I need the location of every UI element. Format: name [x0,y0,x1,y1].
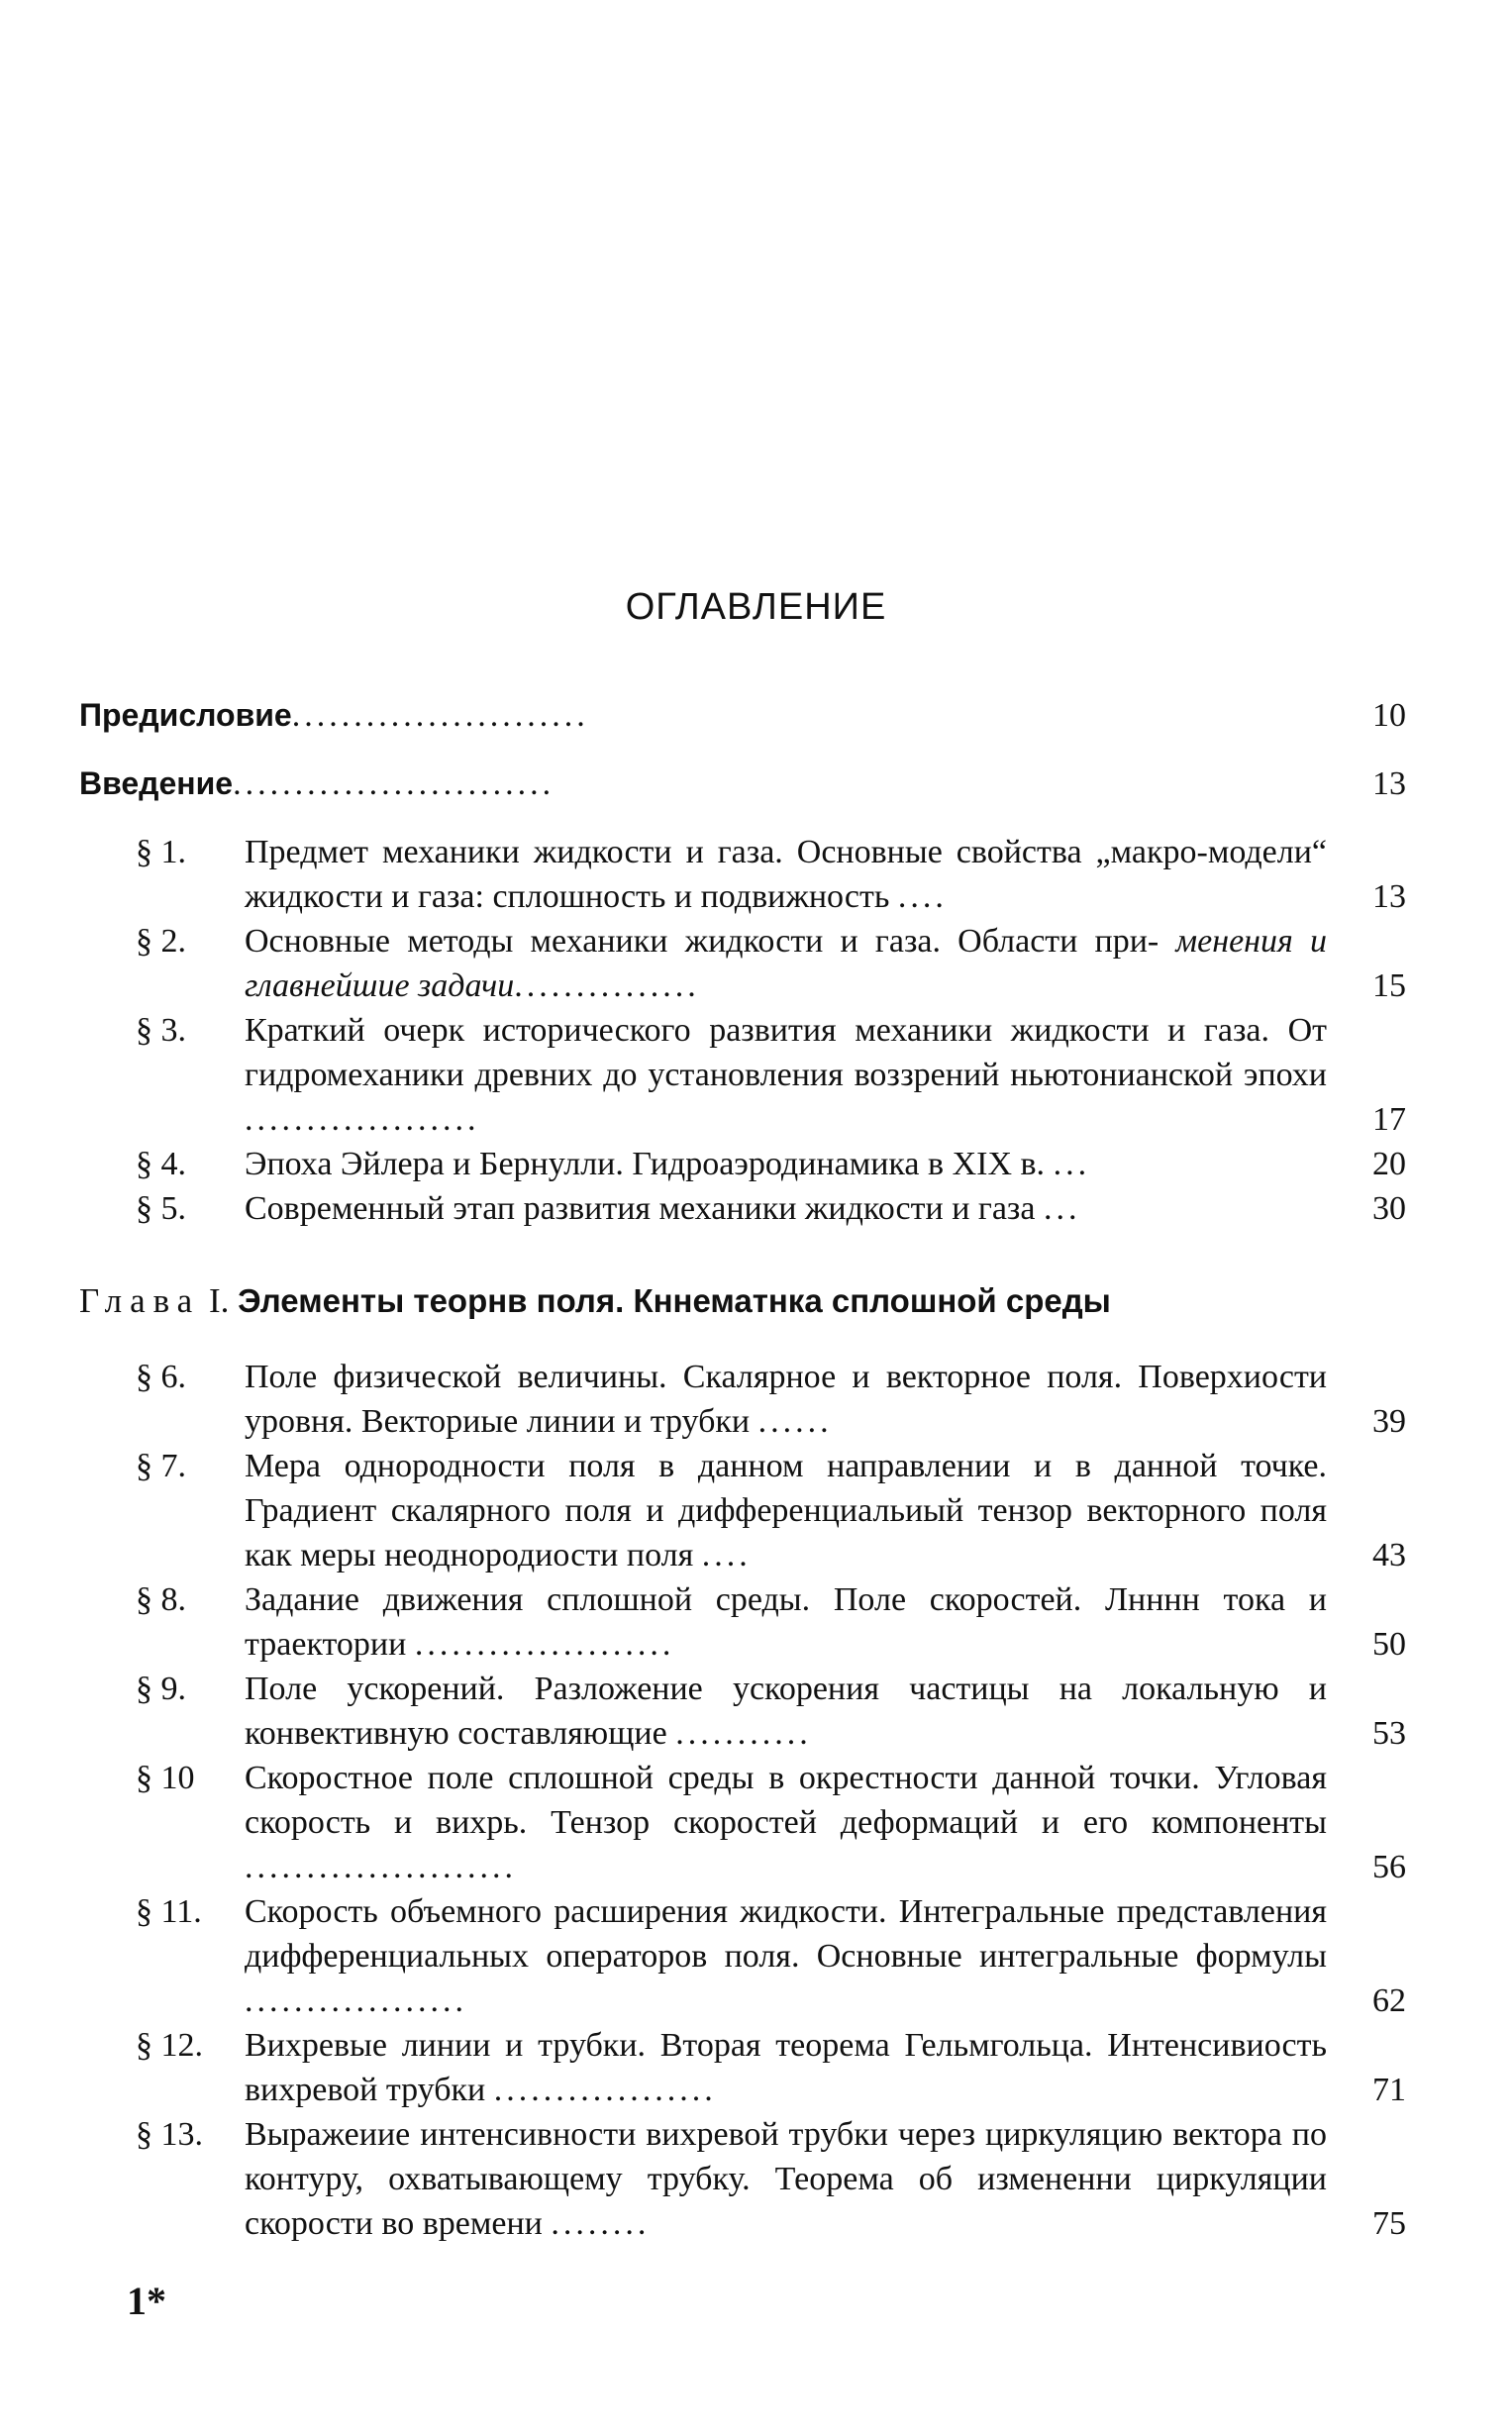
toc-entry-preface[interactable] [79,693,1406,738]
section-text: Поле ускорений. Разложение ускорения частицы на локальную и конвективную составляющие [245,1671,1327,1752]
toc-entry-section-5[interactable] [79,1186,1406,1231]
section-title [245,1756,1327,1889]
page-number: 62 [1372,1982,1406,2019]
leader-dots: .......................... [233,765,555,802]
page-number: 53 [1372,1715,1406,1752]
page-number: 75 [1372,2205,1406,2242]
leader-dots: ........... [675,1715,812,1752]
section-number: § 5. [136,1190,186,1227]
section-text: Основные методы механики жидкости и газа. Области при- [245,923,1159,960]
section-title [245,919,1327,1008]
page-number: 56 [1372,1849,1406,1885]
toc-entry-section-9[interactable] [79,1667,1406,1756]
section-text: Современный этап развития механики жидкости и газа [245,1190,1036,1227]
page-number: 30 [1372,1190,1406,1227]
section-number: § 6. [136,1359,186,1395]
page-number: 13 [1372,878,1406,915]
chapter-title: Элементы теорнв поля. Кннематнка сплошной среды [238,1282,1111,1319]
page-number: 39 [1372,1403,1406,1440]
section-title [245,2112,1327,2246]
toc-entry-label: Предисловие [79,697,292,733]
page-number: 43 [1372,1537,1406,1573]
toc-entry-section-6[interactable] [79,1355,1406,1444]
toc-entry-body [79,693,1327,738]
section-title [245,2023,1327,2112]
section-text-italic: менения и главнейшие задачи [245,923,1327,1004]
section-title [245,1889,1327,2023]
chapter-sections [79,1355,1406,2246]
page-number: 71 [1372,2072,1406,2108]
leader-dots: ..................... [414,1626,675,1663]
toc-entry-section-8[interactable] [79,1577,1406,1667]
leader-dots: ........ [551,2205,651,2242]
section-title [245,1444,1327,1577]
toc-entry-section-1[interactable] [79,830,1406,919]
section-number: § 7. [136,1448,186,1484]
section-text: Предмет механики жидкости и газа. Основные свойства „макро-модели“ жидкости и газа: сплошность и подвижность [245,834,1327,915]
section-title [245,1008,1327,1142]
section-number: § 1. [136,834,186,870]
signature-mark: 1* [127,2279,166,2323]
toc-entry-label: Введение [79,765,234,801]
toc-entry-section-4[interactable] [79,1142,1406,1186]
section-number: § 10 [136,1760,195,1796]
toc-entry-section-3[interactable] [79,1008,1406,1142]
intro-sections [79,830,1406,1231]
page-number: 50 [1372,1626,1406,1663]
page-number: 17 [1372,1101,1406,1138]
section-title [245,1186,1327,1231]
section-title [245,1577,1327,1667]
section-title [245,830,1327,919]
page-title: ОГЛАВЛЕНИЕ [625,586,887,628]
section-title [245,1667,1327,1756]
section-text: Поле физической величины. Скалярное и векторное поля. Поверхиости уровня. Векториые линии и трубки [245,1359,1327,1440]
page-number: 20 [1372,1146,1406,1182]
section-title [245,1142,1327,1186]
section-title [245,1355,1327,1444]
toc-entry-section-12[interactable] [79,2023,1406,2112]
toc-entry-section-11[interactable] [79,1889,1406,2023]
leader-dots: .................. [245,1982,467,2019]
section-number: § 9. [136,1671,186,1707]
toc-entry-body [79,761,1327,806]
toc-entry-introduction[interactable] [79,761,1406,806]
section-number: § 3. [136,1012,186,1049]
toc-entry-section-10[interactable] [79,1756,1406,1889]
toc-entry-section-2[interactable] [79,919,1406,1008]
chapter-word: Глава [79,1281,201,1320]
leader-dots: .................. [493,2072,717,2108]
section-number: § 8. [136,1581,186,1618]
page-number: 15 [1372,967,1406,1004]
section-text: Скорость объемного расширения жидкости. Интегральные представления дифференциальных операторов поля. Основные интегральные формулы [245,1893,1327,1975]
section-number: § 11. [136,1893,202,1930]
page-number: 10 [1372,697,1406,734]
section-number: § 4. [136,1146,186,1182]
leader-dots: ........................ [291,697,589,734]
chapter-number: I. [208,1281,230,1320]
leader-dots: .... [701,1537,752,1573]
section-text: Краткий очерк исторического развития механики жидкости и газа. От гидромеханики древних до установления воззрений ньютонианской эпохи [245,1012,1327,1093]
section-text: Выражеиие интенсивности вихревой трубки через циркуляцию вектора по контуру, охватывающему трубку. Теорема об измененни циркуляции скорости во времени [245,2116,1327,2242]
table-of-contents [79,693,1406,2246]
section-number: § 13. [136,2116,203,2153]
section-number: § 12. [136,2027,203,2064]
leader-dots: ................... [245,1101,480,1138]
section-text: Задание движения сплошной среды. Поле скоростей. Лнннн тока и траектории [245,1581,1327,1663]
leader-dots: ...... [757,1403,833,1440]
leader-dots: ... [1053,1146,1091,1182]
leader-dots: ............... [514,967,700,1004]
section-text: Скоростное поле сплошной среды в окрестности данной точки. Угловая скорость и вихрь. Тензор скоростей деформаций и его компоненты [245,1760,1327,1841]
section-number: § 2. [136,923,186,960]
leader-dots: .... [897,878,948,915]
toc-entry-section-13[interactable] [79,2112,1406,2246]
section-text: Эпоха Эйлера и Бернулли. Гидроаэродинамика в XIX в. [245,1146,1046,1182]
chapter-heading [79,1278,1406,1323]
toc-entry-section-7[interactable] [79,1444,1406,1577]
page-number: 13 [1372,765,1406,802]
leader-dots: ... [1043,1190,1081,1227]
section-text: Мера однородности поля в данном направлении и в данной точке. Градиент скалярного поля и дифференциальиый тензор векторного поля как меры неоднородиости поля [245,1448,1327,1573]
section-text: Вихревые линии и трубки. Вторая теорема Гельмгольца. Интенсивиость вихревой трубки [245,2027,1327,2108]
leader-dots: ...................... [245,1849,517,1885]
